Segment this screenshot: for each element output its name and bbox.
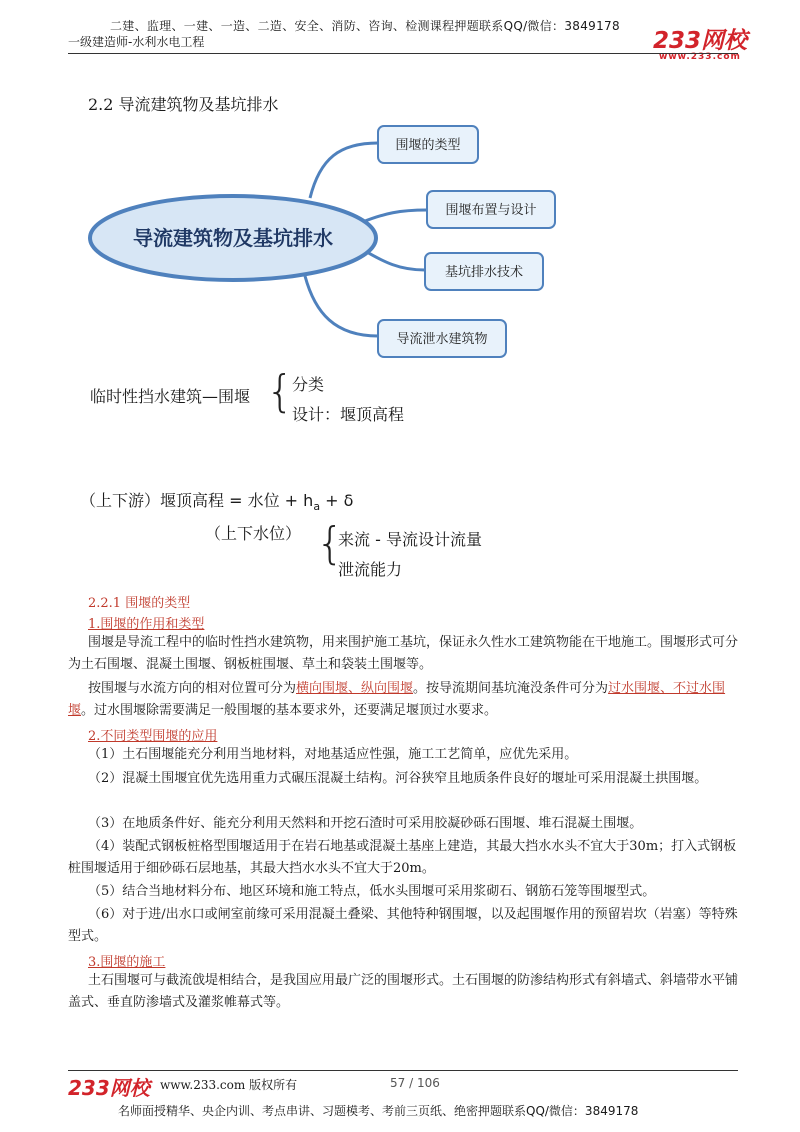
header-subtitle: 一级建造师-水利水电工程 [68,35,205,49]
heading-2: 2.不同类型围堰的应用 [88,729,218,744]
heading-3: 3.围堰的施工 [88,955,166,970]
branch-label-2: 围堰布置与设计 [445,203,537,218]
page-number: 57 / 106 [390,1076,440,1090]
connector-4 [305,276,378,336]
paragraph-2-a: 按围堰与水流方向的相对位置可分为 [88,681,297,696]
formula1-brace: { [266,366,294,417]
formula1-item-1: 分类 [292,375,325,394]
list-item-1: （1）土石围堰能充分利用当地材料，对地基适应性强，施工工艺简单，应优先采用。 [88,747,578,762]
formula2-main-prefix: （上下游）堰顶高程 = 水位 + h [80,491,314,510]
paragraph-2-c: 。按导流期间基坑淹没条件可分为 [413,681,609,696]
footer-bottom-line: 名师面授精华、央企内训、考点串讲、习题模考、考前三页纸、绝密押题联系QQ/微信：3849178 [118,1104,639,1118]
paragraph-2 [68,678,738,722]
subsection-title: 2.2.1 围堰的类型 [88,596,191,611]
footer-site: www.233.com 版权所有 [160,1078,298,1092]
formula2-left: （上下水位） [205,524,302,543]
list-item-4: （4）装配式钢板桩格型围堰适用于在岩石地基或混凝土基座上建造，其最大挡水水头不宜大于30m；打入式钢板桩围堰适用于细砂砾石层地基，其最大挡水水头不宜大于20m。 [68,839,737,876]
formula2-main [80,488,353,513]
formula2-brace: { [316,518,344,569]
paragraph-2-d: 过水围堰、不过水围堰 [68,681,726,718]
branch-label-1: 围堰的类型 [395,138,461,153]
formula2-main-suffix: + δ [320,491,354,510]
paragraph-2-e: 。过水围堰除需要满足一般围堰的基本要求外，还要满足堰顶过水要求。 [81,703,498,718]
branch-label-4: 导流泄水建筑物 [396,332,488,347]
mind-map [85,118,565,363]
header-top-line: 二建、监理、一建、一造、二造、安全、消防、咨询、检测课程押题联系QQ/微信：3849178 [110,19,620,33]
formula2-main-sub: a [313,500,321,514]
formula1-left: 临时性挡水建筑—围堰 [90,387,251,406]
paragraph-3: 土石围堰可与截流戗堤相结合，是我国应用最广泛的围堰形式。土石围堰的防渗结构形式有斜墙式、斜墙带水平铺盖式、垂直防渗墙式及灌浆帷幕式等。 [68,973,739,1010]
footer-divider [68,1070,738,1071]
list-item-2: （2）混凝土围堰宜优先选用重力式碾压混凝土结构。河谷狭窄且地质条件良好的堰址可采用混凝土拱围堰。 [88,771,708,786]
footer-logo: 233网校 [68,1076,150,1100]
branch-label-3: 基坑排水技术 [444,265,524,280]
formula1-item-2: 设计：堰顶高程 [292,405,405,424]
mindmap-center-label: 导流建筑物及基坑排水 [133,226,333,250]
section-title: 2.2 导流建筑物及基坑排水 [88,95,279,114]
heading-1: 1.围堰的作用和类型 [88,617,205,632]
connector-1 [310,143,378,198]
header-divider [68,53,738,54]
list-item-3: （3）在地质条件好、能充分利用天然料和开挖石渣时可采用胶凝砂砾石围堰、堆石混凝土围堰。 [88,816,643,831]
header-logo-url: www.233.com [659,52,741,62]
list-item-6: （6）对于进/出水口或闸室前缘可采用混凝土叠梁、其他特种钢围堰，以及起围堰作用的预留岩坎（岩塞）等特殊型式。 [68,907,738,944]
formula2-item-2: 泄流能力 [338,560,403,579]
formula2-item-1: 来流 - 导流设计流量 [338,530,482,549]
list-item-5: （5）结合当地材料分布、地区环境和施工特点，低水头围堰可采用浆砌石、钢筋石笼等围堰型式。 [88,884,656,899]
paragraph-2-b: 横向围堰、纵向围堰 [296,681,414,696]
header-logo-text: 233网校 [653,28,748,54]
header-logo [653,22,747,62]
connector-2 [360,210,427,223]
paragraph-1: 围堰是导流工程中的临时性挡水建筑物，用来围护施工基坑，保证永久性水工建筑物能在干地施工。围堰形式可分为土石围堰、混凝土围堰、钢板桩围堰、草土和袋装土围堰等。 [68,635,739,672]
